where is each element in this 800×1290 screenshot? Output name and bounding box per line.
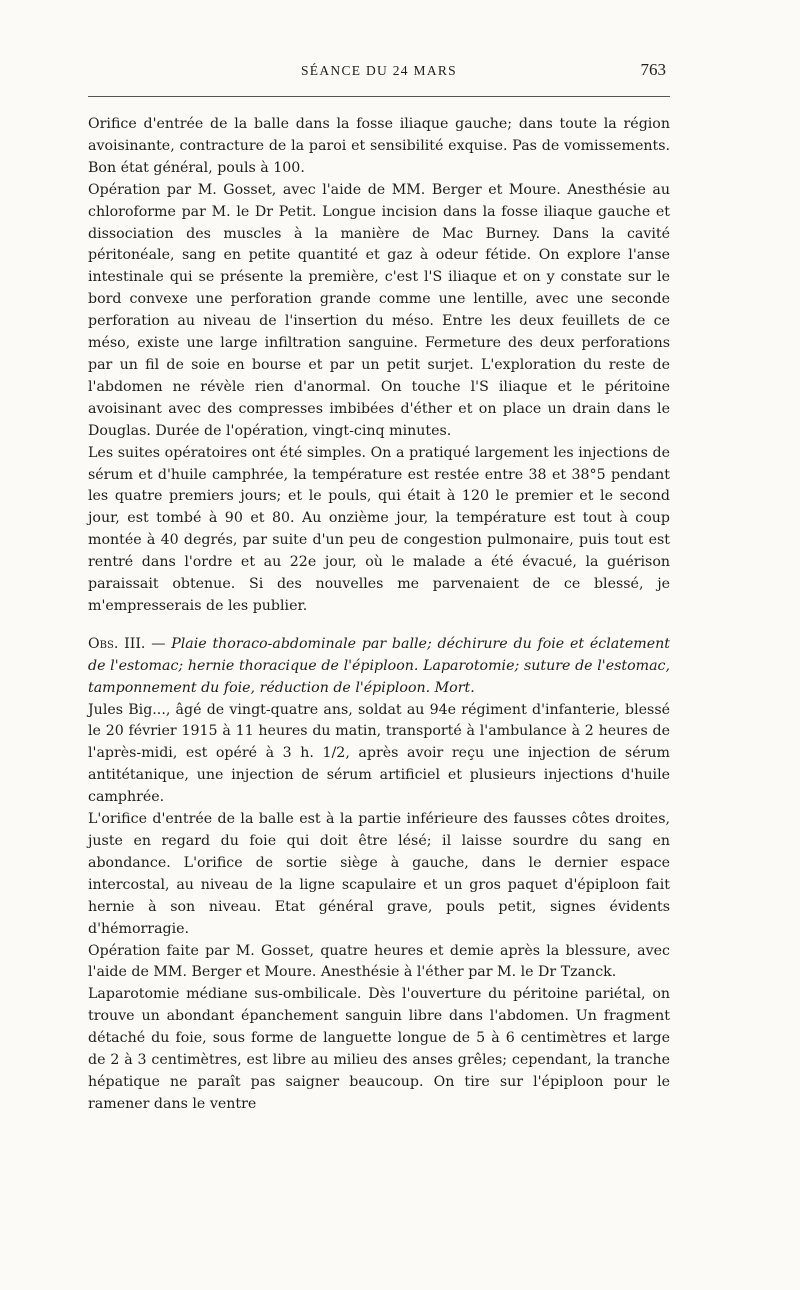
paragraph: Les suites opératoires ont été simples. On a pratiqué largement les injections de sérum et d'huile camphrée, la température est restée entre 38 et 38°5 pendant les quatre premiers jours; et le pouls, qui était à 120 le premier et le second jour, est tombé à 90 et 80. Au onzième jour, la température est tout à coup montée à 40 degrés, par suite d'un peu de congestion pulmonaire, puis tout est rentré dans l'ordre et au 22e jour, où le malade a été évacué, la guérison paraissait obtenue. Si des nouvelles me parvenaient de ce blessé, je m'empresserais de les publier. [88, 444, 670, 614]
page-number: 763 [640, 60, 666, 79]
observation-heading [88, 634, 670, 700]
paragraph: Jules Big..., âgé de vingt-quatre ans, soldat au 94e régiment d'infanterie, blessé le 20 février 1915 à 11 heures du matin, transporté à l'ambulance à 2 heures de l'après-midi, est opéré à 3 h. 1/2, après avoir reçu une injection de sérum antitétanique, une injection de sérum artificiel et plusieurs injections d'huile camphrée. [88, 701, 670, 806]
paragraph: Opération faite par M. Gosset, quatre heures et demie après la blessure, avec l'aide de MM. Berger et Moure. Anesthésie à l'éther par M. le Dr Tzanck. [88, 942, 670, 981]
observation-label: Obs. III. — [88, 635, 166, 652]
header-rule [88, 96, 670, 97]
body-text [88, 114, 670, 1116]
paragraph: Laparotomie médiane sus-ombilicale. Dès l'ouverture du péritoine pariétal, on trouve un abondant épanchement sanguin libre dans l'abdomen. Un fragment détaché du foie, sous forme de languette longue de 5 à 6 centimètres et large de 2 à 3 centimètres, est libre au milieu des anses grêles; cependant, la tranche hépatique ne paraît pas saigner beaucoup. On tire sur l'épiploon pour le ramener dans le ventre [88, 986, 670, 1112]
running-title: SÉANCE DU 24 MARS [301, 63, 457, 78]
paragraph: L'orifice d'entrée de la balle est à la partie inférieure des fausses côtes droites, juste en regard du foie qui doit être lésé; il laisse sourdre du sang en abondance. L'orifice de sortie siège à gauche, dans le dernier espace intercostal, au niveau de la ligne scapulaire et un gros paquet d'épiploon fait hernie à son niveau. Etat général grave, pouls petit, signes évidents d'hémorragie. [88, 811, 670, 937]
document-page [88, 0, 670, 1290]
paragraph: Orifice d'entrée de la balle dans la fosse iliaque gauche; dans toute la région avoisinante, contracture de la paroi et sensibilité exquise. Pas de vomissements. Bon état général, pouls à 100. [88, 116, 670, 176]
paragraph: Opération par M. Gosset, avec l'aide de MM. Berger et Moure. Anesthésie au chloroforme par M. le Dr Petit. Longue incision dans la fosse iliaque gauche et dissociation des muscles à la manière de Mac Burney. Dans la cavité péritonéale, sang en petite quantité et gaz à odeur fétide. On explore l'anse intestinale qui se présente la première, c'est l'S iliaque et on y constate sur le bord convexe une perforation grande comme une lentille, avec une seconde perforation au niveau de l'insertion du méso. Entre les deux feuillets de ce méso, existe une large infiltration sanguine. Fermeture des deux perforations par un fil de soie en bourse et par un petit surjet. L'exploration du reste de l'abdomen ne révèle rien d'anormal. On touche l'S iliaque et le péritoine avoisinant avec des compresses imbibées d'éther et on place un drain dans le Douglas. Durée de l'opération, vingt-cinq minutes. [88, 181, 670, 439]
running-header [88, 60, 670, 84]
observation-title: Plaie thoraco-abdominale par balle; déchirure du foie et éclatement de l'estomac; hernie thoracique de l'épiploon. Laparotomie; suture de l'estomac, tamponnement du foie, réduction de l'épiploon. Mort. [88, 635, 670, 696]
